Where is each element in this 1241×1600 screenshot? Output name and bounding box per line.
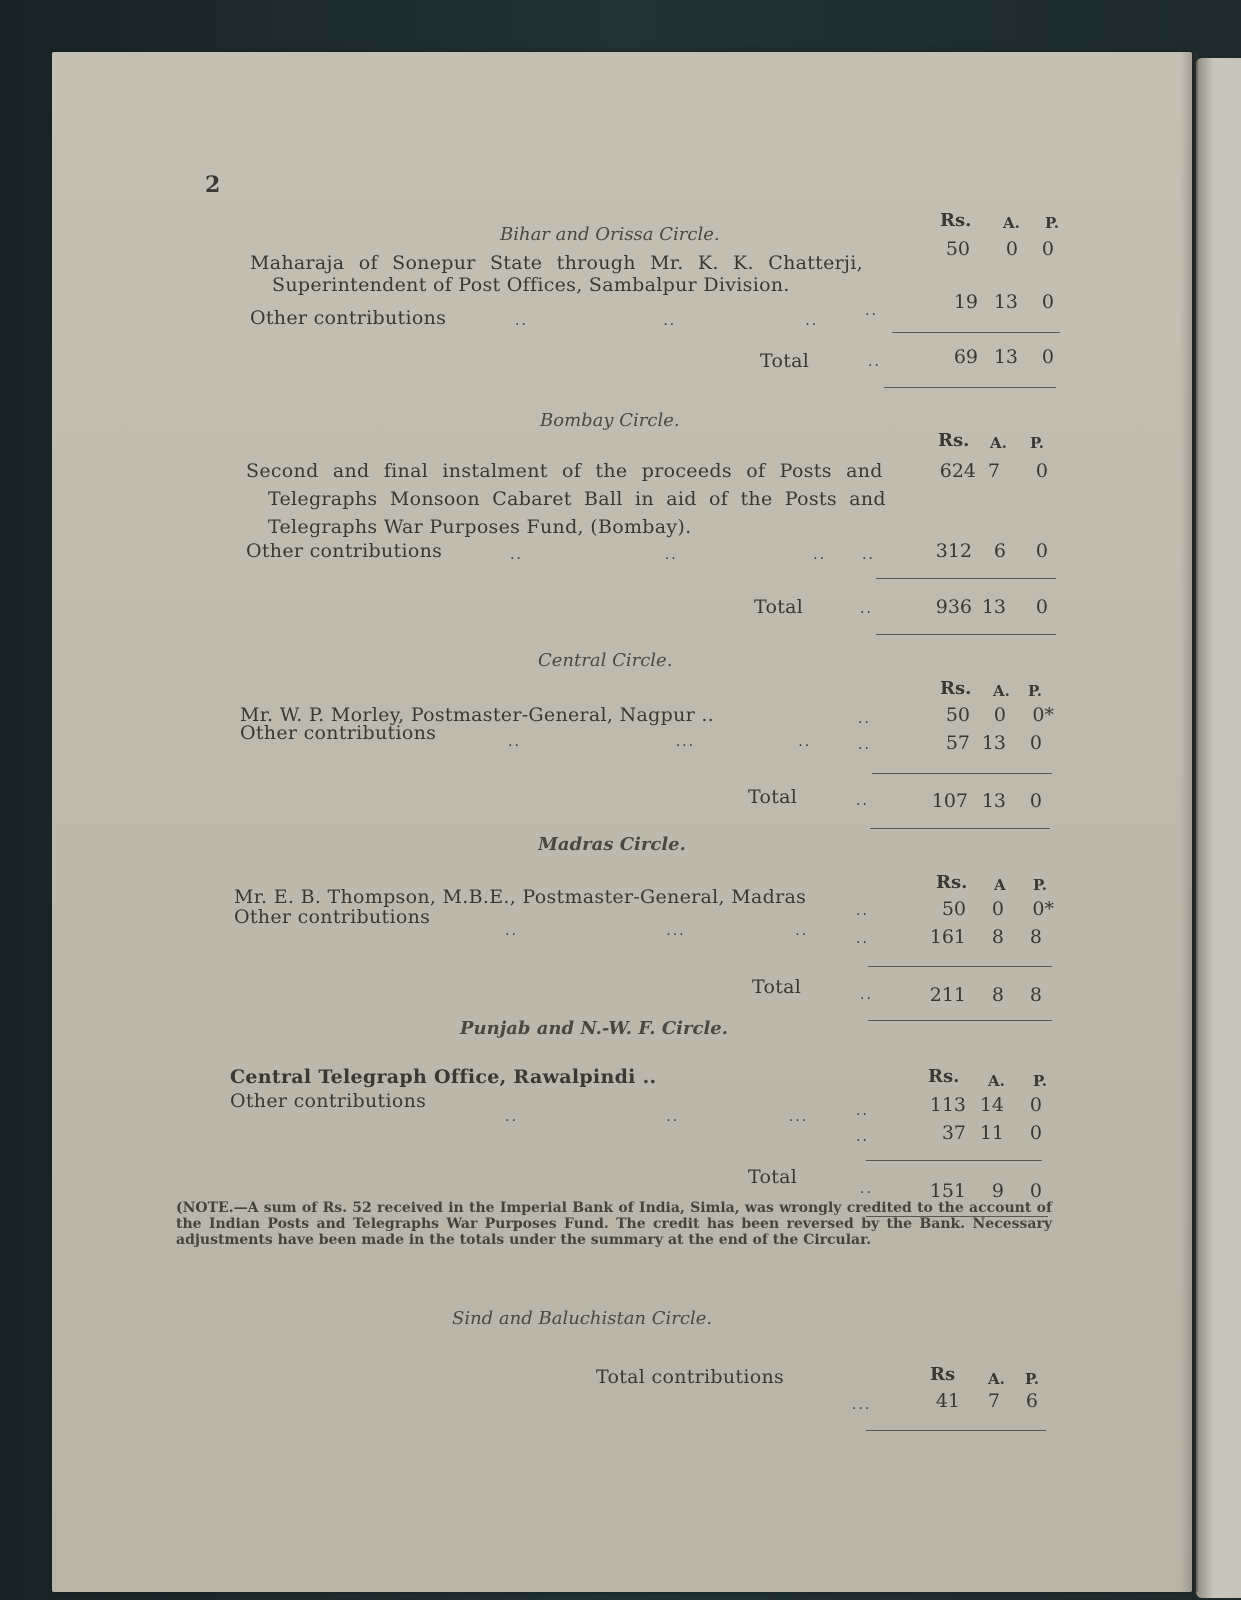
- total-a: 13: [993, 346, 1018, 368]
- col-header-a: A.: [990, 434, 1007, 452]
- section-heading-madras: Madras Circle.: [538, 834, 686, 855]
- total-rule: [866, 1430, 1046, 1431]
- dot-leader: .. .. ..: [510, 547, 827, 563]
- col-header-p: P.: [1045, 214, 1060, 232]
- section-heading-sind: Sind and Baluchistan Circle.: [452, 1308, 713, 1329]
- total-rs: 41: [935, 1390, 960, 1412]
- dot-leader: .. ... ..: [508, 734, 812, 750]
- total-label: Total: [748, 786, 798, 808]
- amount-rs: 50: [945, 238, 970, 260]
- amount-a: 13: [981, 732, 1006, 754]
- entry-text: Central Telegraph Office, Rawalpindi ..: [230, 1066, 657, 1088]
- col-header-p: P.: [1028, 682, 1043, 700]
- col-header-p: P.: [1030, 434, 1045, 452]
- total-a: 9: [991, 1180, 1004, 1202]
- amount-p: 0: [1041, 291, 1054, 313]
- amount-rs: 57: [945, 732, 970, 754]
- col-header-p: P.: [1025, 1370, 1040, 1388]
- amount-rs: 312: [935, 540, 972, 562]
- dot-leader: ..: [860, 987, 873, 1003]
- footnote: (NOTE.—A sum of Rs. 52 received in the Imperial Bank of India, Simla, was wrongly credited to the account of the Indian Posts and Telegraphs War Purposes Fund. The credit has been reversed by the Bank. Necessary adjustments have been made in the totals under the summary at the end of the Circular.: [176, 1200, 1052, 1248]
- amount-rs: 37: [941, 1122, 966, 1144]
- entry-text: Other contributions: [234, 906, 431, 928]
- total-rule: [884, 387, 1056, 388]
- dot-leader: .. .. ..: [515, 313, 819, 329]
- col-header-rs: Rs.: [940, 678, 972, 699]
- dot-leader: .. .. ...: [505, 1109, 809, 1125]
- amount-p: 0: [1035, 460, 1048, 482]
- amount-rs: 113: [929, 1094, 966, 1116]
- col-header-a: A.: [988, 1370, 1005, 1388]
- dot-leader: ..: [856, 931, 869, 947]
- amount-p: 0*: [1032, 704, 1054, 726]
- amount-rs: 161: [929, 926, 966, 948]
- total-label: Total: [760, 350, 810, 372]
- col-header-rs: Rs.: [938, 430, 970, 451]
- col-header-rs: Rs.: [928, 1066, 960, 1087]
- total-p: 6: [1025, 1390, 1038, 1412]
- total-rs: 107: [931, 790, 968, 812]
- total-p: 0: [1029, 790, 1042, 812]
- amount-a: 6: [993, 540, 1006, 562]
- total-p: 8: [1029, 984, 1042, 1006]
- amount-a: 13: [993, 291, 1018, 313]
- dot-leader: ..: [860, 1181, 873, 1197]
- amount-a: 0: [1005, 238, 1018, 260]
- dot-leader: ..: [856, 903, 869, 919]
- page-number: 2: [205, 172, 221, 198]
- col-header-a: A: [994, 876, 1006, 894]
- dot-leader: ..: [856, 793, 869, 809]
- total-p: 0: [1029, 1180, 1042, 1202]
- total-rule: [868, 1020, 1052, 1021]
- total-rs: 211: [929, 984, 966, 1006]
- dot-leader: ..: [860, 601, 873, 617]
- section-heading-bombay: Bombay Circle.: [540, 410, 680, 431]
- entry-text: Maharaja of Sonepur State through Mr. K. K. Chatterji,: [250, 252, 863, 274]
- subtotal-rule: [892, 332, 1060, 333]
- total-p: 0: [1041, 346, 1054, 368]
- col-header-p: P.: [1033, 876, 1048, 894]
- col-header-a: A.: [1003, 214, 1020, 232]
- dot-leader: ..: [858, 737, 871, 753]
- total-label: Total: [754, 596, 804, 618]
- total-a: 7: [987, 1390, 1000, 1412]
- amount-a: 0: [991, 898, 1004, 920]
- col-header-a: A.: [988, 1072, 1005, 1090]
- dot-leader: ..: [856, 1129, 869, 1145]
- dot-leader: ..: [865, 303, 878, 319]
- total-p: 0: [1035, 596, 1048, 618]
- dot-leader: ..: [868, 354, 881, 370]
- amount-p: 0: [1041, 238, 1054, 260]
- amount-p: 0*: [1032, 898, 1054, 920]
- col-header-rs: Rs.: [936, 872, 968, 893]
- subtotal-rule: [876, 578, 1056, 579]
- amount-p: 0: [1035, 540, 1048, 562]
- dot-leader: ...: [852, 1397, 872, 1413]
- section-heading-punjab: Punjab and N.-W. F. Circle.: [460, 1018, 729, 1039]
- amount-a: 14: [979, 1094, 1004, 1116]
- amount-p: 8: [1029, 926, 1042, 948]
- total-rule: [870, 828, 1050, 829]
- section-heading-bihar: Bihar and Orissa Circle.: [500, 224, 720, 245]
- dot-leader: ..: [858, 711, 871, 727]
- entry-text: Other contributions: [250, 307, 447, 329]
- entry-text: Mr. W. P. Morley, Postmaster-General, Nagpur ..: [240, 704, 715, 726]
- col-header-rs: Rs.: [940, 210, 972, 231]
- section-heading-central: Central Circle.: [538, 650, 673, 671]
- total-a: 13: [981, 790, 1006, 812]
- total-rule: [876, 634, 1056, 635]
- amount-rs: 50: [941, 898, 966, 920]
- amount-p: 0: [1029, 1122, 1042, 1144]
- col-header-a: A.: [993, 682, 1010, 700]
- amount-rs: 50: [945, 704, 970, 726]
- next-page-edge: [1196, 58, 1241, 1598]
- total-a: 13: [981, 596, 1006, 618]
- subtotal-rule: [868, 966, 1052, 967]
- entry-text: Other contributions: [230, 1090, 427, 1112]
- amount-rs: 19: [953, 291, 978, 313]
- entry-text-cont: Telegraphs Monsoon Cabaret Ball in aid of the Posts and: [268, 488, 886, 510]
- entry-text: Other contributions: [240, 722, 437, 744]
- dot-leader: .. ... ..: [505, 923, 809, 939]
- total-rs: 151: [929, 1180, 966, 1202]
- total-contributions-label: Total contributions: [596, 1366, 785, 1388]
- col-header-rs: Rs: [930, 1364, 956, 1385]
- amount-rs: 624: [939, 460, 976, 482]
- amount-a: 7: [987, 460, 1000, 482]
- dot-leader: ..: [856, 1103, 869, 1119]
- page-gutter-shadow: [1180, 52, 1198, 1592]
- total-rs: 936: [935, 596, 972, 618]
- entry-text: Other contributions: [246, 540, 443, 562]
- entry-text-cont: Telegraphs War Purposes Fund, (Bombay).: [268, 516, 692, 538]
- total-label: Total: [752, 976, 802, 998]
- amount-a: 11: [979, 1122, 1004, 1144]
- total-label: Total: [748, 1166, 798, 1188]
- dot-leader: ..: [862, 547, 875, 563]
- total-a: 8: [991, 984, 1004, 1006]
- subtotal-rule: [872, 773, 1052, 774]
- amount-a: 8: [991, 926, 1004, 948]
- amount-a: 0: [993, 704, 1006, 726]
- total-rs: 69: [953, 346, 978, 368]
- col-header-p: P.: [1033, 1072, 1048, 1090]
- entry-text: Second and final instalment of the proceeds of Posts and: [246, 460, 883, 482]
- entry-text-cont: Superintendent of Post Offices, Sambalpur Division.: [272, 274, 790, 296]
- amount-p: 0: [1029, 1094, 1042, 1116]
- subtotal-rule: [866, 1160, 1042, 1161]
- amount-p: 0: [1029, 732, 1042, 754]
- entry-text: Mr. E. B. Thompson, M.B.E., Postmaster-General, Madras: [234, 886, 807, 908]
